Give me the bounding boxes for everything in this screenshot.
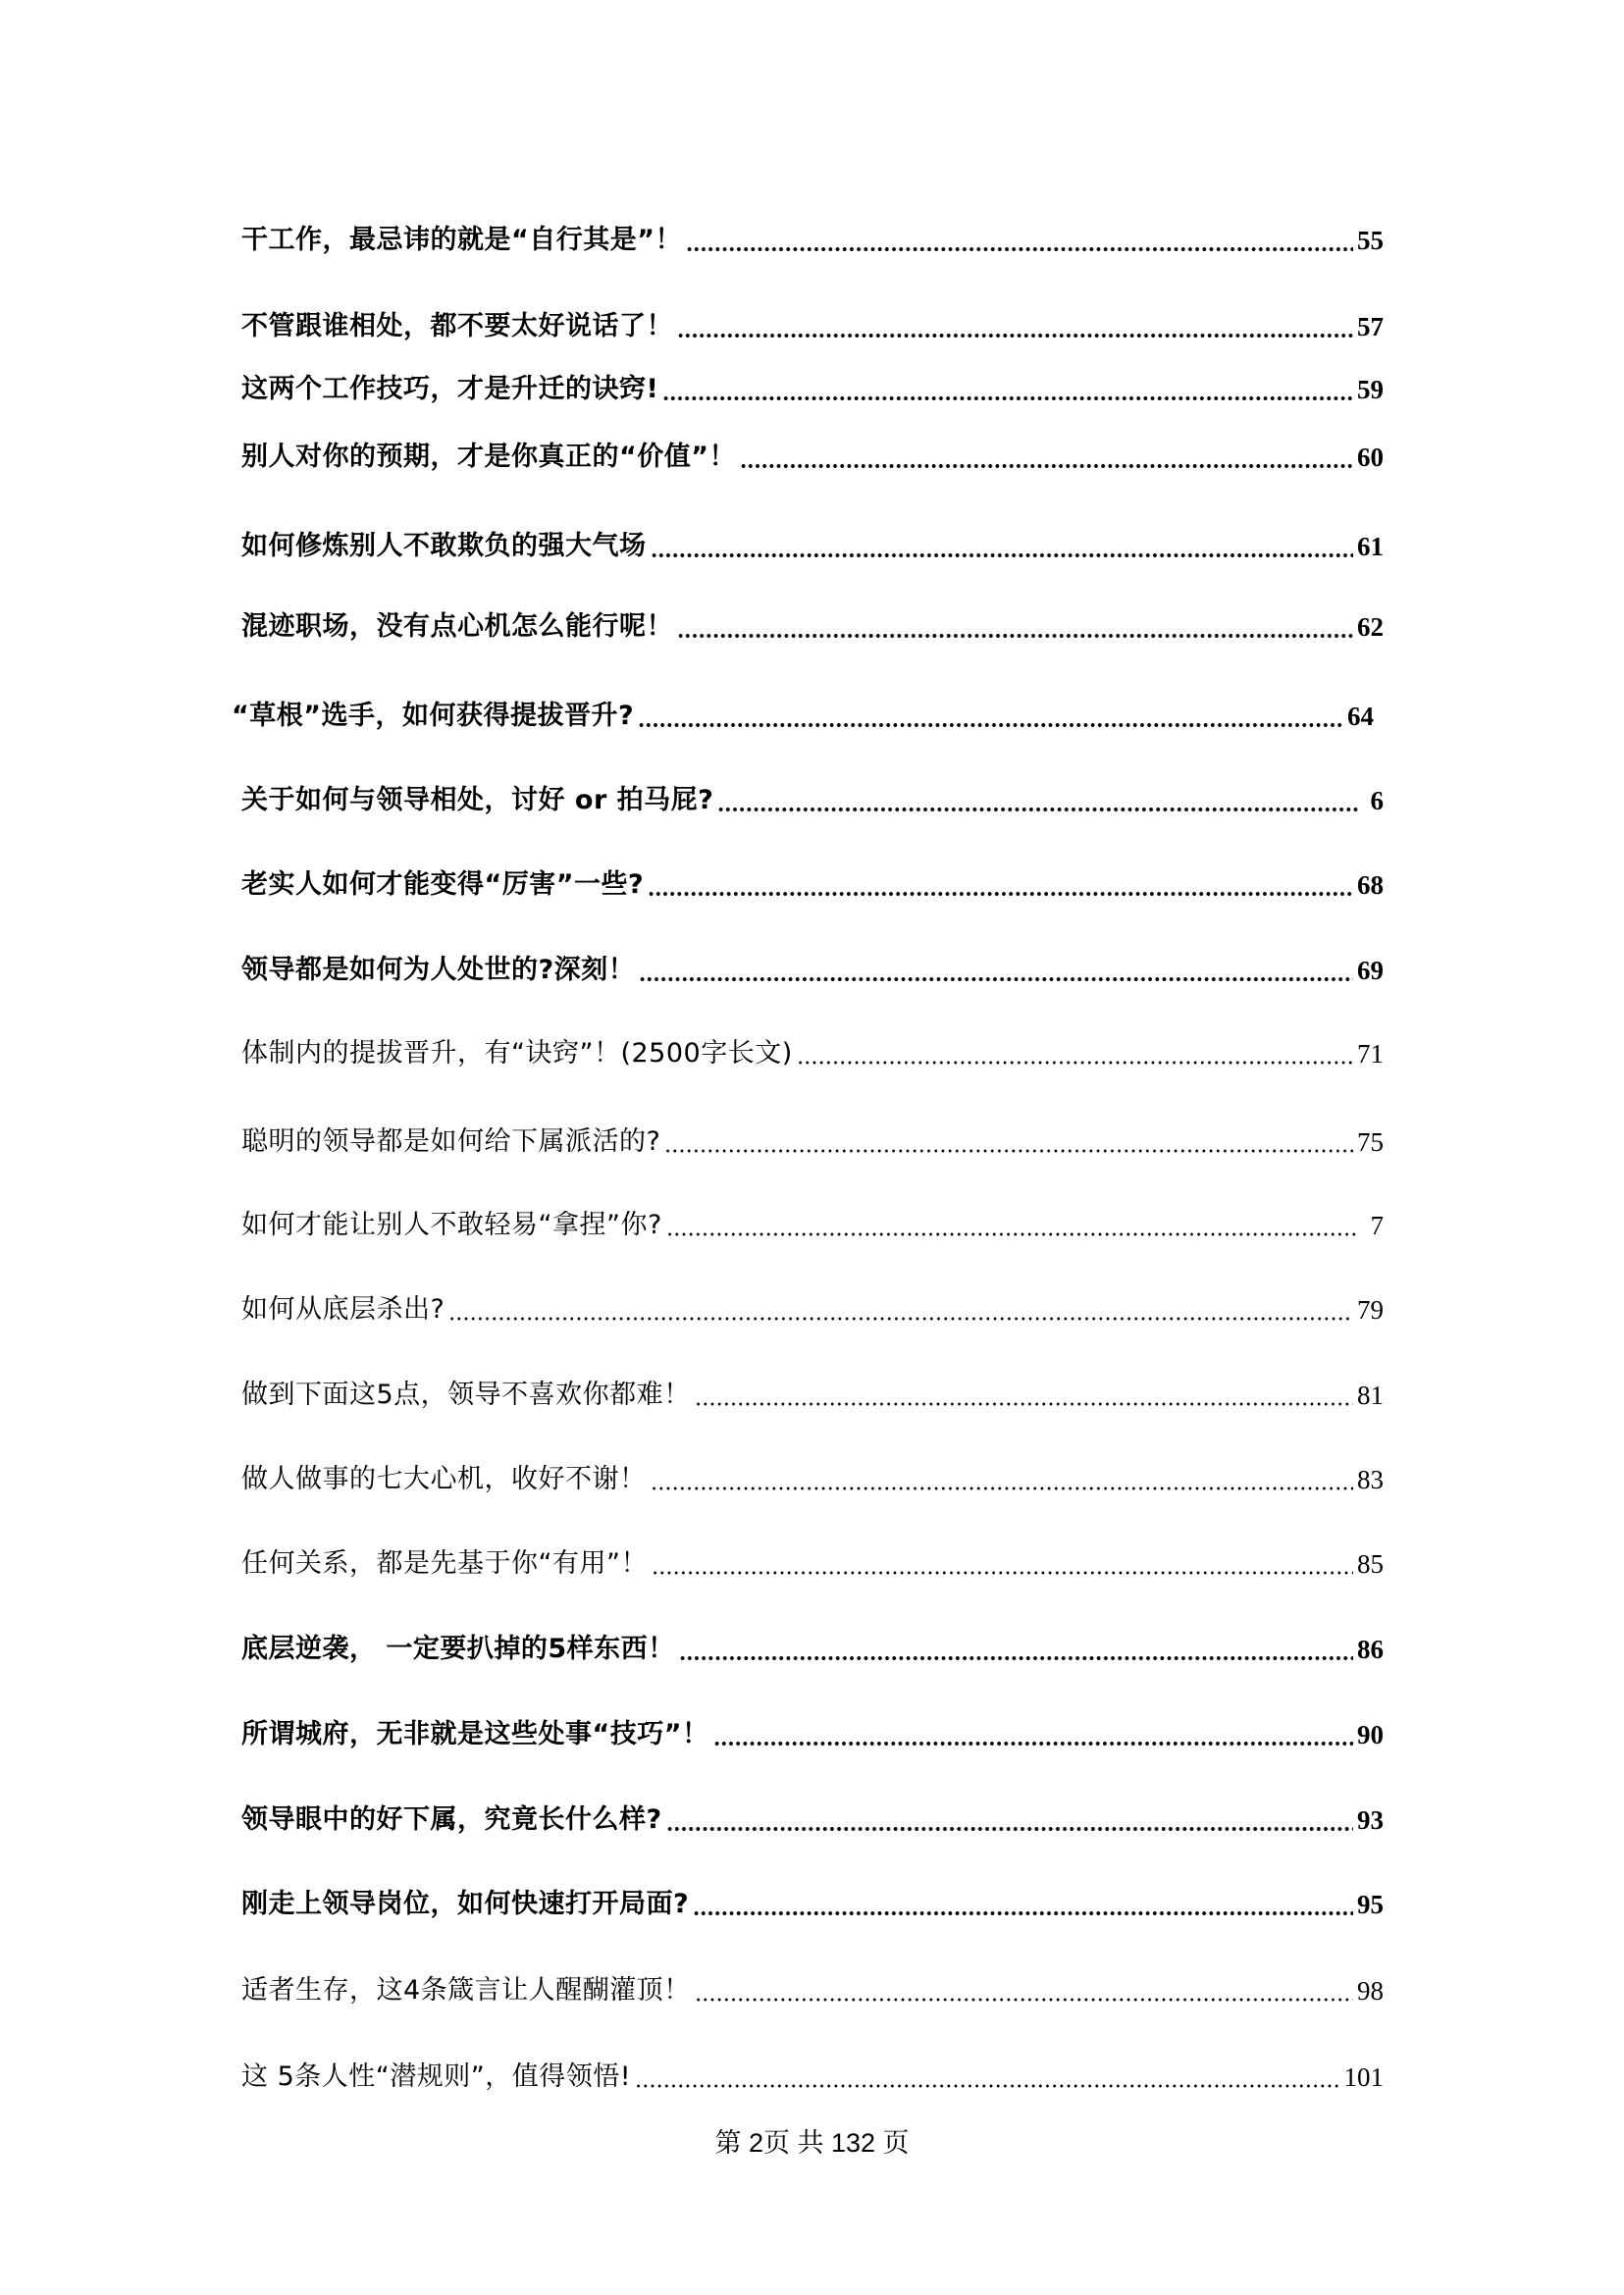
dot-leader <box>666 1206 1358 1245</box>
toc-entry[interactable] <box>241 1034 1384 1073</box>
toc-entry-page-number: 85 <box>1357 1549 1384 1579</box>
toc-entry-page-number: 69 <box>1357 956 1384 985</box>
toc-entry-title: 聪明的领导都是如何给下属派活的? <box>241 1126 661 1157</box>
toc-entry-page-number: 59 <box>1357 375 1384 404</box>
dot-leader <box>677 307 1353 346</box>
toc-entry[interactable] <box>241 1885 1384 1924</box>
toc-entry[interactable] <box>241 1376 1384 1415</box>
toc-entry-title: 底层逆袭， 一定要扒掉的5样东西！ <box>241 1634 675 1664</box>
toc-entry-title: 领导眼中的好下属，究竟长什么样? <box>241 1804 662 1835</box>
dot-leader <box>651 527 1354 566</box>
toc-entry[interactable] <box>241 1122 1384 1162</box>
toc-entry-page-number: 62 <box>1357 612 1384 642</box>
dot-leader <box>740 438 1353 477</box>
dot-leader <box>651 1460 1354 1499</box>
dot-leader <box>717 781 1358 820</box>
toc-entry-title: 体制内的提拔晋升，有“诀窍”！(2500字长文) <box>241 1038 793 1069</box>
dot-leader <box>679 1630 1353 1669</box>
toc-entry-title: 做到下面这5点，领导不喜欢你都难！ <box>241 1380 691 1410</box>
toc-entry-page-number: 101 <box>1343 2062 1384 2092</box>
toc-entry-page-number: 60 <box>1357 443 1384 472</box>
toc-entry-page-number: 86 <box>1357 1635 1384 1664</box>
dot-leader <box>638 697 1343 736</box>
toc-entry[interactable] <box>241 1971 1384 2010</box>
toc-entry-page-number: 98 <box>1357 1976 1384 2006</box>
toc-entry-page-number: 68 <box>1357 870 1384 900</box>
toc-entry-title: 关于如何与领导相处，讨好 or 拍马屁? <box>241 785 714 815</box>
toc-entry[interactable] <box>241 221 1384 260</box>
toc-entry-title: 刚走上领导岗位，如何快速打开局面? <box>241 1889 690 1919</box>
toc-entry-title: 这 5条人性“潜规则”，值得领悟! <box>241 2061 632 2092</box>
toc-entry-title: 任何关系，都是先基于你“有用”！ <box>241 1548 648 1579</box>
dot-leader <box>664 1122 1353 1162</box>
toc-entry-title: 所谓城府，无非就是这些处事“技巧”！ <box>241 1719 709 1749</box>
toc-entry[interactable] <box>241 607 1384 647</box>
dot-leader <box>686 221 1353 260</box>
dot-leader <box>639 951 1353 990</box>
toc-entry-title: 别人对你的预期，才是你真正的“价值”！ <box>241 442 736 472</box>
toc-entry[interactable] <box>241 438 1384 477</box>
toc-entry-page-number: 61 <box>1357 532 1384 561</box>
dot-leader <box>666 1800 1353 1840</box>
dot-leader <box>635 2058 1339 2097</box>
dot-leader <box>677 607 1353 647</box>
toc-entry-page-number: 71 <box>1357 1039 1384 1069</box>
toc-entry[interactable] <box>241 951 1384 990</box>
toc-entry[interactable] <box>241 1206 1384 1245</box>
toc-entry[interactable] <box>241 1630 1384 1669</box>
toc-entry-title: 干工作，最忌讳的就是“自行其是”！ <box>241 225 682 255</box>
dot-leader <box>713 1715 1354 1754</box>
page-footer: 第 2页 共 132 页 <box>714 2128 910 2158</box>
toc-entry-title: “草根”选手，如何获得提拔晋升? <box>232 701 635 731</box>
dot-leader <box>797 1034 1353 1073</box>
toc-entry-title: 混迹职场，没有点心机怎么能行呢！ <box>241 611 673 642</box>
toc-entry-page-number: 90 <box>1357 1720 1384 1749</box>
toc-entry[interactable] <box>241 1544 1384 1584</box>
toc-entry-page-number: 55 <box>1357 226 1384 255</box>
toc-entry-title: 领导都是如何为人处世的?深刻！ <box>241 955 636 985</box>
toc-entry-title: 不管跟谁相处，都不要太好说话了！ <box>241 311 673 341</box>
toc-entry-page-number: 79 <box>1357 1295 1384 1325</box>
toc-entry[interactable] <box>241 1715 1384 1754</box>
dot-leader <box>695 1971 1353 2010</box>
toc-entry-title: 如何才能让别人不敢轻易“拿捏”你? <box>241 1210 662 1240</box>
toc-entry[interactable] <box>241 307 1384 346</box>
toc-entry-page-number: 57 <box>1357 312 1384 341</box>
dot-leader <box>652 1544 1353 1584</box>
toc-entry[interactable] <box>241 865 1384 905</box>
toc-entry-page-number: 7 <box>1370 1211 1384 1240</box>
toc-entry-title: 如何从底层杀出? <box>241 1294 445 1325</box>
dot-leader <box>448 1290 1353 1330</box>
toc-entry-title: 这两个工作技巧，才是升迁的诀窍! <box>241 374 659 404</box>
dot-leader <box>648 865 1353 905</box>
toc-entry[interactable] <box>241 781 1384 820</box>
toc-entry[interactable] <box>241 1460 1384 1499</box>
toc-entry[interactable] <box>241 1290 1384 1330</box>
toc-entry-page-number: 81 <box>1357 1381 1384 1410</box>
toc-entry-title: 老实人如何才能变得“厉害”一些? <box>241 869 645 900</box>
toc-entry[interactable] <box>241 1800 1384 1840</box>
toc-entry-page-number: 64 <box>1347 702 1374 731</box>
toc-entry-page-number: 6 <box>1370 786 1384 815</box>
dot-leader <box>662 370 1353 409</box>
toc-entry[interactable] <box>241 2058 1384 2097</box>
toc-entry-page-number: 93 <box>1357 1805 1384 1835</box>
toc-entry[interactable] <box>241 370 1384 409</box>
toc-entry[interactable] <box>241 527 1384 566</box>
toc-entry[interactable] <box>232 697 1374 736</box>
toc-entry-page-number: 75 <box>1357 1127 1384 1157</box>
dot-leader <box>693 1885 1353 1924</box>
toc-entry-title: 做人做事的七大心机，收好不谢！ <box>241 1464 647 1494</box>
toc-entry-page-number: 83 <box>1357 1465 1384 1494</box>
dot-leader <box>695 1376 1353 1415</box>
toc-entry-title: 适者生存，这4条箴言让人醒醐灌顶！ <box>241 1975 691 2006</box>
toc-entry-title: 如何修炼别人不敢欺负的强大气场 <box>241 531 647 561</box>
toc-entry-page-number: 95 <box>1357 1890 1384 1919</box>
